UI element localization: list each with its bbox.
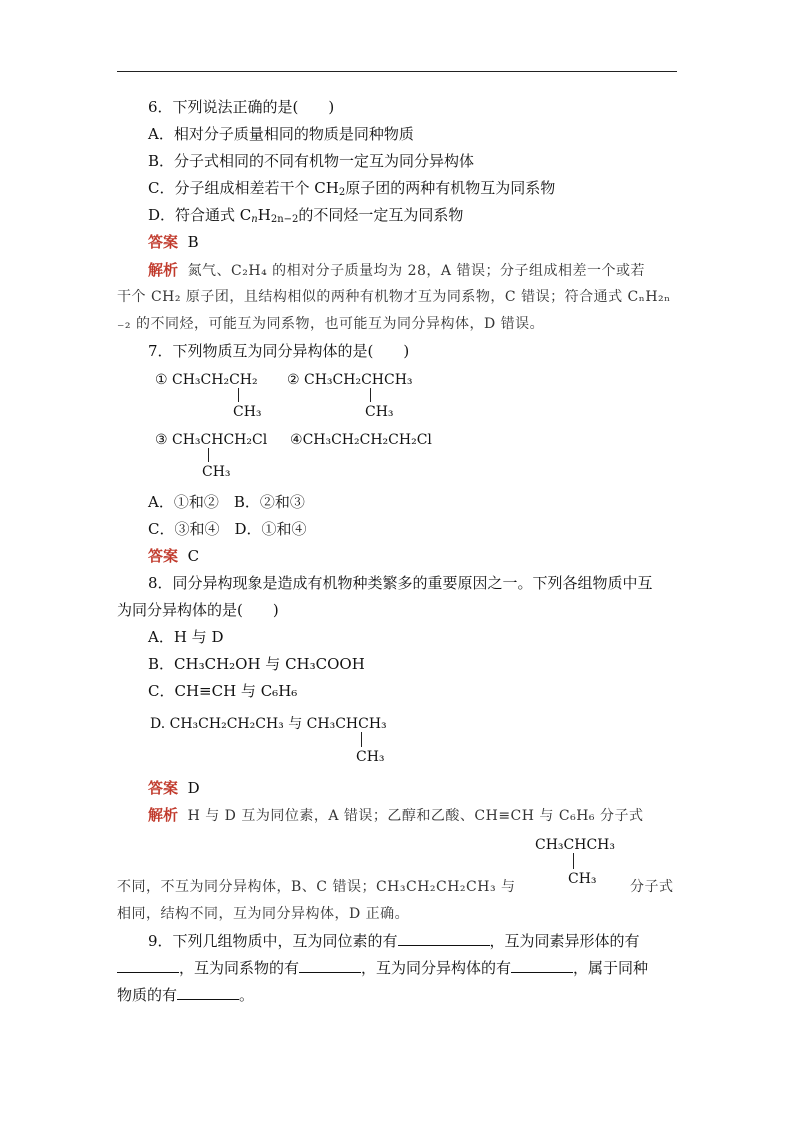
header-rule [117, 71, 677, 72]
blank-allotropes[interactable] [117, 958, 179, 973]
q8-option-b: B．CH₃CH₂OH 与 CH₃COOH [148, 655, 365, 673]
q9-line1: 9．下列几组物质中，互为同位素的有 ，互为同素异形体的有 [148, 932, 640, 950]
blank-isotopes[interactable] [398, 931, 490, 946]
q7-stem: 7．下列物质互为同分异构体的是( ) [148, 342, 410, 360]
q6-analysis-line3: ₋₂ 的不同烃，可能互为同系物，也可能互为同分异构体，D 错误。 [117, 316, 545, 332]
q7-structure-3-branch: CH₃ [202, 464, 231, 480]
q6-option-d: D．符合通式 $C_nH_{2n-2}$的不同烃一定互为同系物 [148, 206, 464, 225]
blank-homologs[interactable] [299, 958, 361, 973]
q7-structure-1-bond [238, 388, 239, 402]
blank-isomers[interactable] [511, 958, 573, 973]
q7-structure-2: ② CH₃CH₂CHCH₃ [287, 372, 413, 388]
q6-option-a: A．相对分子质量相同的物质是同种物质 [148, 125, 414, 143]
q7-structure-3-bond [208, 448, 209, 462]
q8-analysis-structure-branch: CH₃ [568, 871, 597, 887]
q7-structure-1-branch: CH₃ [233, 404, 262, 420]
q9-line3: 物质的有 。 [117, 986, 255, 1004]
q7-options-ab: A．①和② B．②和③ [148, 493, 305, 511]
q8-analysis-line3: 相同，结构不同，互为同分异构体，D 正确。 [117, 906, 410, 922]
q8-option-d-bond [361, 732, 362, 747]
q6-option-b: B．分子式相同的不同有机物一定互为同分异构体 [148, 152, 475, 170]
q6-answer: 答案 B [148, 233, 199, 251]
q7-structure-2-branch: CH₃ [365, 404, 394, 420]
q8-stem-line2: 为同分异构体的是( ) [117, 601, 279, 619]
q8-analysis-structure-bond [573, 853, 574, 869]
q8-analysis-line2-end: 分子式 [630, 879, 674, 895]
q7-structure-3: ③ CH₃CHCH₂Cl [155, 432, 268, 448]
q8-analysis-structure: CH₃CHCH₃ [535, 837, 615, 853]
q7-answer: 答案 C [148, 547, 200, 565]
q8-analysis-line1: 解析 H 与 D 互为同位素，A 错误；乙醇和乙酸、CH≡CH 与 C₆H₆ 分子式 [148, 806, 644, 824]
q9-line2: ，互为同系物的有 ，互为同分异构体的有 ，属于同种 [117, 958, 648, 978]
q8-analysis-line2: 不同，不互为同分异构体，B、C 错误；CH₃CH₂CH₂CH₃ 与 [117, 879, 516, 895]
q6-analysis-line1: 解析 氮气、C₂H₄ 的相对分子质量均为 28，A 错误；分子组成相差一个或若 [148, 261, 645, 279]
q8-answer: 答案 D [148, 779, 200, 797]
q6-option-c: C．分子组成相差若干个 $CH_2$原子团的两种有机物互为同系物 [148, 179, 556, 198]
q7-structure-2-bond [370, 388, 371, 402]
blank-same-substance[interactable] [177, 985, 239, 1000]
q6-stem: 6．下列说法正确的是( ) [148, 98, 335, 116]
q8-option-d: D. CH₃CH₂CH₂CH₃ 与 CH₃CHCH₃ [150, 716, 387, 732]
q7-options-cd: C．③和④ D．①和④ [148, 520, 307, 538]
q6-analysis-line2: 干个 CH₂ 原子团，且结构相似的两种有机物才互为同系物，C 错误；符合通式 CₙH₂ₙ [117, 289, 671, 305]
q8-stem-line1: 8．同分异构现象是造成有机物种类繁多的重要原因之一。下列各组物质中互 [148, 574, 653, 592]
q7-structure-4: ④CH₃CH₂CH₂CH₂Cl [290, 432, 432, 448]
q8-option-c: C．CH≡CH 与 C₆H₆ [148, 682, 298, 700]
q8-option-d-branch: CH₃ [356, 749, 385, 765]
q7-structure-1: ① CH₃CH₂CH₂ [155, 372, 258, 388]
q8-option-a: A．H 与 D [148, 628, 224, 646]
